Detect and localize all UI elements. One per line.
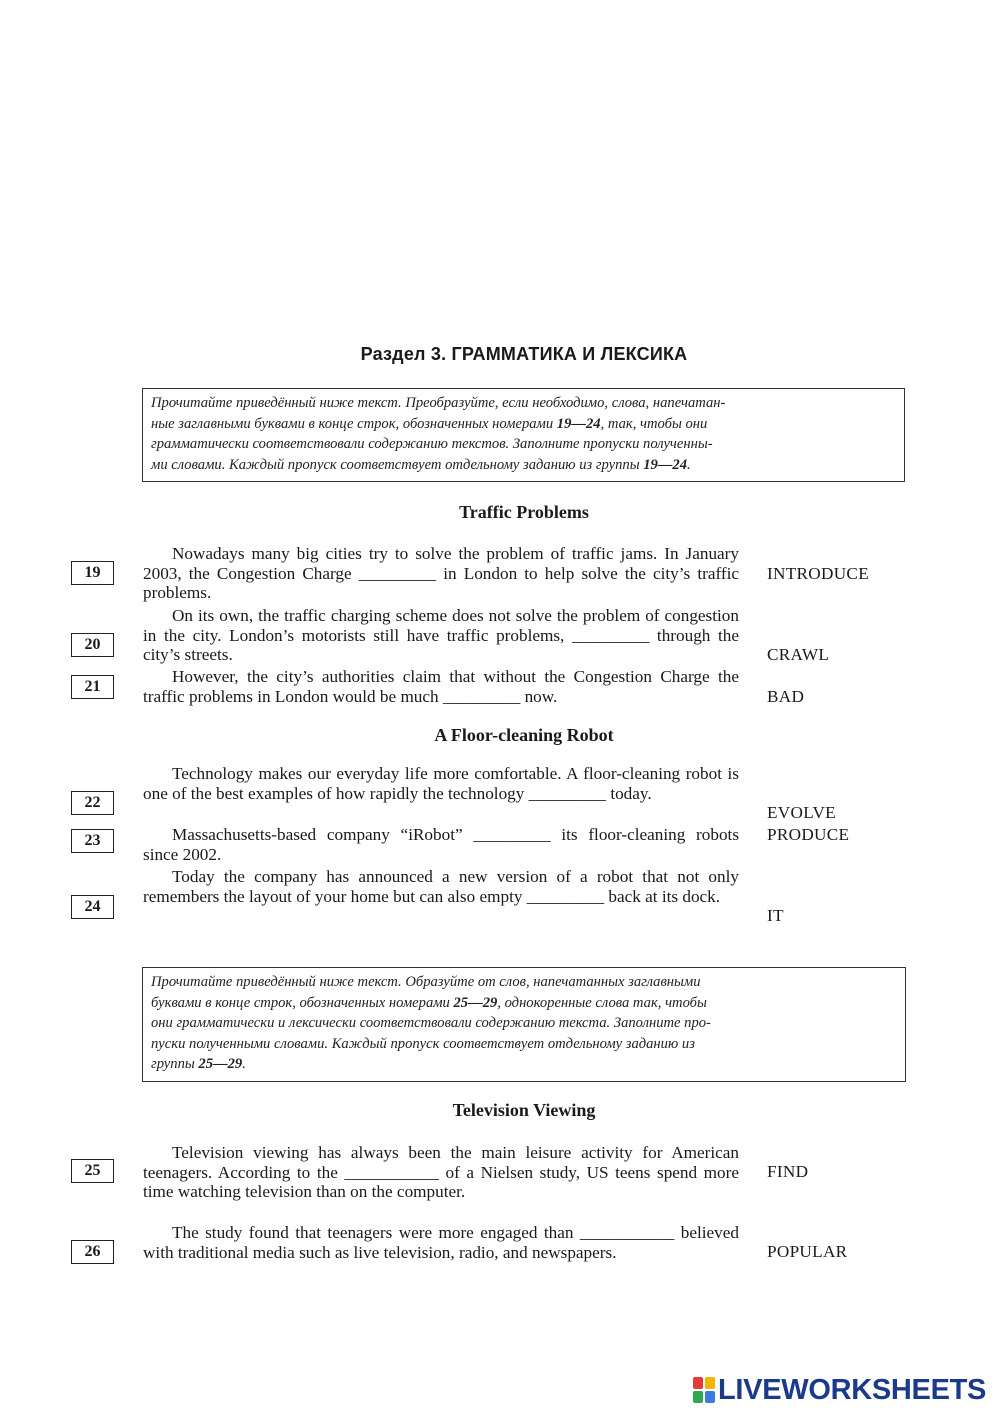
task-number-26: 26 xyxy=(71,1240,114,1264)
task-number-19: 19 xyxy=(71,561,114,585)
gap-19[interactable]: _________ xyxy=(358,563,437,583)
gap-25[interactable]: ___________ xyxy=(344,1162,439,1182)
section-title: Раздел 3. ГРАММАТИКА И ЛЕКСИКА xyxy=(360,344,688,364)
task-number-20: 20 xyxy=(71,633,114,657)
instruction-line: они грамматически и лексически соответствовали содержанию текста. Заполните про- xyxy=(151,1015,711,1031)
logo-text: LIVEWORKSHEETS xyxy=(718,1373,987,1406)
text-title-television-viewing: Television Viewing xyxy=(452,1100,596,1120)
keyword-23: PRODUCE xyxy=(767,825,850,844)
instruction-line: ми словами. Каждый пропуск соответствует отдельному заданию из группы 19—24. xyxy=(151,456,691,473)
instruction-line: Прочитайте приведённый ниже текст. Образуйте от слов, напечатанных заглавными xyxy=(151,974,701,990)
keyword-22: EVOLVE xyxy=(767,803,836,822)
task-number-25: 25 xyxy=(71,1159,114,1183)
liveworksheets-logo xyxy=(693,1373,986,1407)
task-number-22: 22 xyxy=(71,791,114,815)
gap-23[interactable]: _________ xyxy=(473,825,551,844)
paragraph-26: The study found that teenagers were more engaged than ___________ believed with traditional media such as live television, radio, and newspapers. xyxy=(143,1223,740,1262)
gap-26[interactable]: ___________ xyxy=(579,1223,675,1242)
paragraph-25: Television viewing has always been the main leisure activity for American teenagers. According to the ___________ of a Nielsen study, US teens spend more time watching television than on the computer. xyxy=(143,1143,740,1201)
paragraph-21: However, the city’s authorities claim that without the Congestion Charge the traffic problems in London would be much _________ now. xyxy=(143,667,739,706)
paragraph-20: On its own, the traffic charging scheme does not solve the problem of congestion in the city. London’s motorists still have traffic problems, _________ through the city’s streets. xyxy=(143,606,739,664)
liveworksheets-mark-icon xyxy=(693,1377,715,1403)
keyword-19: INTRODUCE xyxy=(767,564,869,583)
instruction-box-19-24 xyxy=(142,388,905,482)
instruction-box-25-29 xyxy=(142,967,906,1082)
gap-20[interactable]: _________ xyxy=(571,625,650,645)
gap-24[interactable]: _________ xyxy=(526,886,605,906)
text-title-traffic-problems: Traffic Problems xyxy=(459,502,589,522)
text-title-floor-cleaning-robot: A Floor-cleaning Robot xyxy=(434,725,614,745)
gap-22[interactable]: _________ xyxy=(528,783,607,803)
instruction-line: ные заглавными буквами в конце строк, обозначенных номерами 19—24, так, чтобы они xyxy=(151,415,708,432)
instruction-line: группы 25—29. xyxy=(151,1056,246,1072)
keyword-25: FIND xyxy=(767,1162,809,1181)
keyword-20: CRAWL xyxy=(767,645,830,664)
keyword-24: IT xyxy=(767,906,784,925)
paragraph-19: Nowadays many big cities try to solve the problem of traffic jams. In January 2003, the Congestion Charge _________ in London to help solve the city’s traffic problems. xyxy=(143,544,739,602)
keyword-26: POPULAR xyxy=(767,1242,848,1261)
paragraph-22: Technology makes our everyday life more comfortable. A floor-cleaning robot is one of the best examples of how rapidly the technology _________ today. xyxy=(143,764,739,803)
paragraph-24: Today the company has announced a new version of a robot that not only remembers the layout of your home but can also empty _________ back at its dock. xyxy=(143,867,739,906)
instruction-line: буквами в конце строк, обозначенных номерами 25—29, однокоренные слова так, чтобы xyxy=(151,994,707,1011)
task-number-21: 21 xyxy=(71,675,114,699)
paragraph-23: Massachusetts-based company “iRobot” _________ its floor-cleaning robots since 2002. xyxy=(143,825,740,864)
gap-21[interactable]: _________ xyxy=(442,686,521,706)
task-number-23: 23 xyxy=(71,829,114,853)
instruction-line: пуски полученными словами. Каждый пропуск соответствует отдельному заданию из xyxy=(151,1035,695,1052)
instruction-line: грамматически соответствовали содержанию текстов. Заполните пропуски полученны- xyxy=(151,436,713,452)
keyword-21: BAD xyxy=(767,687,805,706)
task-number-24: 24 xyxy=(71,895,114,919)
instruction-line: Прочитайте приведённый ниже текст. Преобразуйте, если необходимо, слова, напечатан- xyxy=(151,395,726,411)
